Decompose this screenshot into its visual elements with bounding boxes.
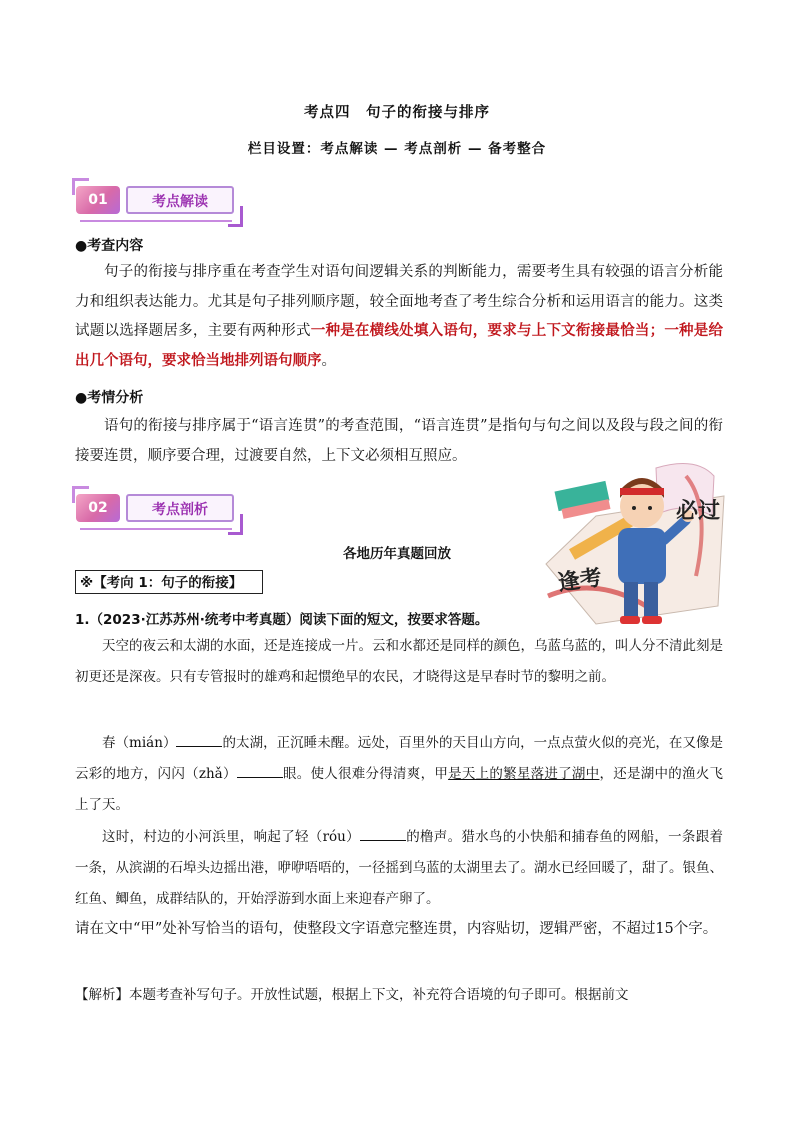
paragraph-text: 句子的衔接与排序重在考查学生对语句间逻辑关系的判断能力，需要考生具有较强的语言分析能力和组织表达能力。尤其是句子排列顺序题，较全面地考查了考生综合分析和运用语言的能力。这类试题以选择题居多，主要有两种形式 (75, 264, 723, 339)
section-heading-content: ●考查内容 (75, 238, 144, 254)
past-exams-heading: 各地历年真题回放 (343, 546, 451, 562)
passage-paragraph-3 (75, 822, 723, 915)
banner-text-exam: 逢考 (556, 564, 604, 597)
badge-corner-decoration (228, 206, 243, 227)
paragraph-end: 。 (321, 352, 336, 369)
fill-blank[interactable] (360, 826, 406, 841)
section-badge-01 (76, 180, 241, 230)
fill-blank[interactable] (176, 732, 222, 747)
section-badge-02 (76, 488, 241, 538)
badge-number: 01 (76, 186, 120, 214)
answer-analysis: 【解析】本题考查补写句子。开放性试题，根据上下文，补充符合语境的句子即可。根据前文 (75, 987, 629, 1003)
page-title: 考点四 句子的衔接与排序 (304, 105, 490, 121)
badge-number: 02 (76, 494, 120, 522)
column-settings-subtitle: 栏目设置：考点解读 — 考点剖析 — 备考整合 (247, 141, 547, 157)
banner-text-pass: 必过 (676, 498, 721, 524)
passage-text: 春（mián） (102, 735, 177, 751)
passage-text: 这时，村边的小河浜里，响起了轻（róu） (102, 829, 360, 845)
content-paragraph (75, 258, 723, 376)
passage-text: 的太湖，正沉睡未醒。远处，百里外的天目山方向，一点点萤火似的亮光，在又像是云彩的地方，闪闪（zhǎ） (75, 735, 723, 782)
badge-underline (80, 220, 232, 222)
student-mascot-illustration (536, 456, 726, 626)
highlighted-text: 一种是在横线处填入语句，要求与上下文衔接最恰当；一种是给出几个语句，要求恰当地排列语句顺序 (75, 323, 724, 369)
analysis-paragraph: 语句的衔接与排序属于“语言连贯”的考查范围，“语言连贯”是指句与句之间以及段与段之间的衔接要连贯，顺序要合理，过渡要自然，上下文必须相互照应。 (75, 418, 723, 464)
underlined-sentence: 是天上的繁星落进了湖中 (448, 766, 600, 782)
passage-text: 的橹声。猎水鸟的小快船和捕春鱼的网船，一条跟着一条，从滨湖的石埠头边摇出港，咿咿唔唔的，一径摇到乌蓝的太湖里去了。湖水已经回暖了，甜了。银鱼、红鱼、鲫鱼，成群结队的，开始浮游到水面上来迎春产卵了。 (75, 829, 723, 907)
section-heading-analysis: ●考情分析 (75, 390, 144, 406)
passage-paragraph-2 (75, 728, 723, 821)
question-heading: 1.（2023·江苏苏州·统考中考真题）阅读下面的短文，按要求答题。 (75, 612, 489, 628)
badge-underline (80, 528, 232, 530)
question-instruction: 请在文中“甲”处补写恰当的语句，使整段文字语意完整连贯，内容贴切，逻辑严密，不超过15个字。 (75, 921, 718, 937)
badge-label: 考点解读 (126, 186, 234, 214)
topic-direction-box: ※【考向 1：句子的衔接】 (75, 570, 263, 594)
fill-blank[interactable] (237, 763, 283, 778)
passage-text: 眼。使人很难分得清爽，甲 (282, 766, 449, 782)
badge-corner-decoration (228, 514, 243, 535)
passage-paragraph-1: 天空的夜云和太湖的水面，还是连接成一片。云和水都还是同样的颜色，乌蓝乌蓝的，叫人分不清此刻是初更还是深夜。只有专管报时的雄鸡和起惯绝早的农民，才晓得这是早春时节的黎明之前。 (75, 638, 723, 685)
passage-text: ，还是湖中的渔火飞上了天。 (75, 766, 724, 813)
badge-label: 考点剖析 (126, 494, 234, 522)
